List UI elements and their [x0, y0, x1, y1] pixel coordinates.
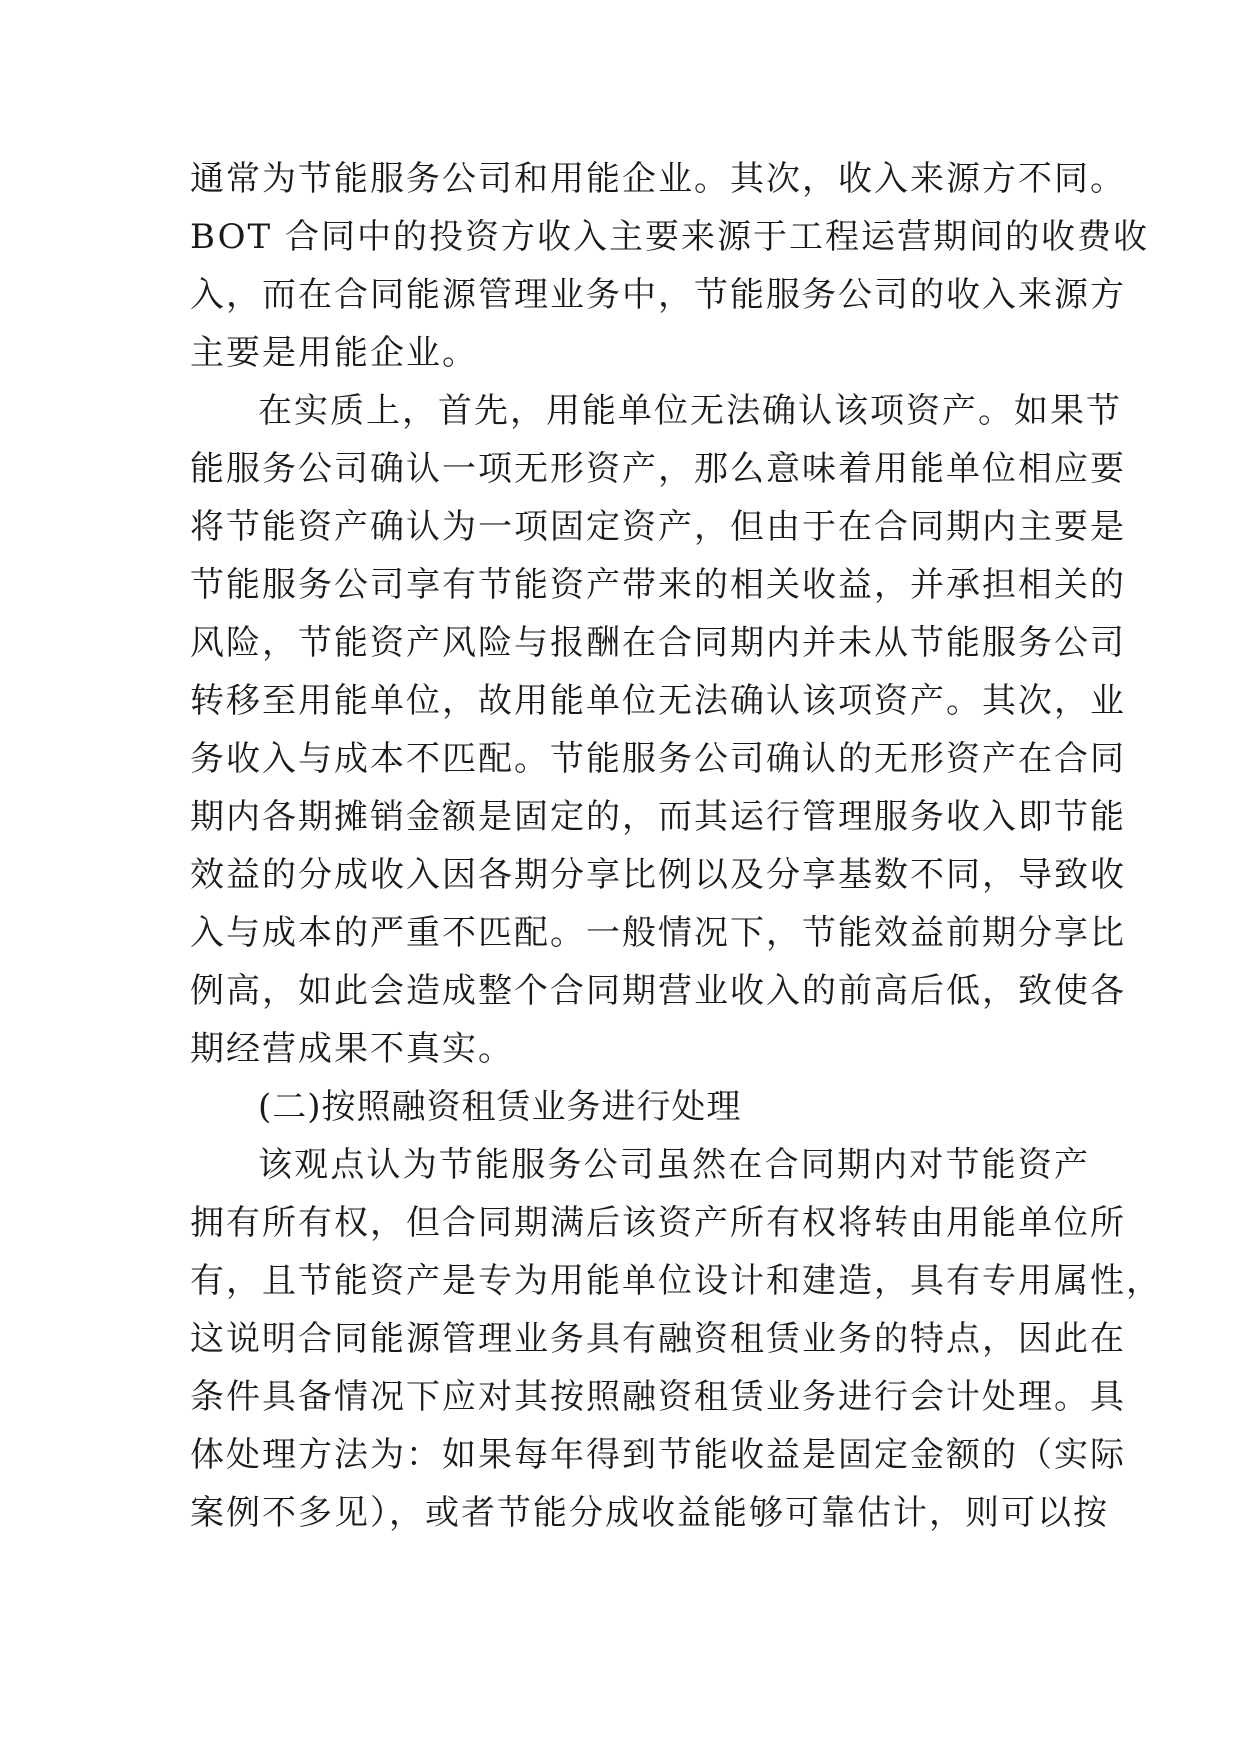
text-line: 案例不多见），或者节能分成收益能够可靠估计，则可以按: [190, 1493, 1109, 1533]
text-line: 例高，如此会造成整个合同期营业收入的前高后低，致使各: [190, 971, 1126, 1011]
text-line: 该观点认为节能服务公司虽然在合同期内对节能资产: [258, 1145, 1090, 1185]
text-line: 这说明合同能源管理业务具有融资租赁业务的特点，因此在: [190, 1319, 1126, 1359]
text-line: 期内各期摊销金额是固定的，而其运行管理服务收入即节能: [190, 797, 1126, 837]
text-line: 入与成本的严重不匹配。一般情况下，节能效益前期分享比: [190, 913, 1126, 953]
text-line: 能服务公司确认一项无形资产，那么意味着用能单位相应要: [190, 449, 1126, 489]
text-line: 转移至用能单位，故用能单位无法确认该项资产。其次，业: [190, 681, 1126, 721]
text-line: 将节能资产确认为一项固定资产，但由于在合同期内主要是: [190, 507, 1126, 547]
text-line: 有，且节能资产是专为用能单位设计和建造，具有专用属性，: [190, 1261, 1162, 1301]
text-line: 期经营成果不真实。: [190, 1029, 514, 1069]
text-line: 主要是用能企业。: [190, 333, 478, 373]
text-line: 通常为节能服务公司和用能企业。其次，收入来源方不同。: [190, 159, 1126, 199]
text-line: 入，而在合同能源管理业务中，节能服务公司的收入来源方: [190, 275, 1126, 315]
section-heading: (二)按照融资租赁业务进行处理: [258, 1087, 742, 1127]
text-line: 效益的分成收入因各期分享比例以及分享基数不同，导致收: [190, 855, 1126, 895]
text-line: 条件具备情况下应对其按照融资租赁业务进行会计处理。具: [190, 1377, 1126, 1417]
text-line: 体处理方法为：如果每年得到节能收益是固定金额的（实际: [190, 1435, 1126, 1475]
text-line: 风险，节能资产风险与报酬在合同期内并未从节能服务公司: [190, 623, 1126, 663]
text-line: 务收入与成本不匹配。节能服务公司确认的无形资产在合同: [190, 739, 1126, 779]
body-text: [190, 150, 1162, 1542]
text-line: 在实质上，首先，用能单位无法确认该项资产。如果节: [258, 391, 1122, 431]
text-line: 拥有所有权，但合同期满后该资产所有权将转由用能单位所: [190, 1203, 1126, 1243]
text-line: 节能服务公司享有节能资产带来的相关收益，并承担相关的: [190, 565, 1126, 605]
text-line: BOT 合同中的投资方收入主要来源于工程运营期间的收费收: [190, 217, 1149, 257]
